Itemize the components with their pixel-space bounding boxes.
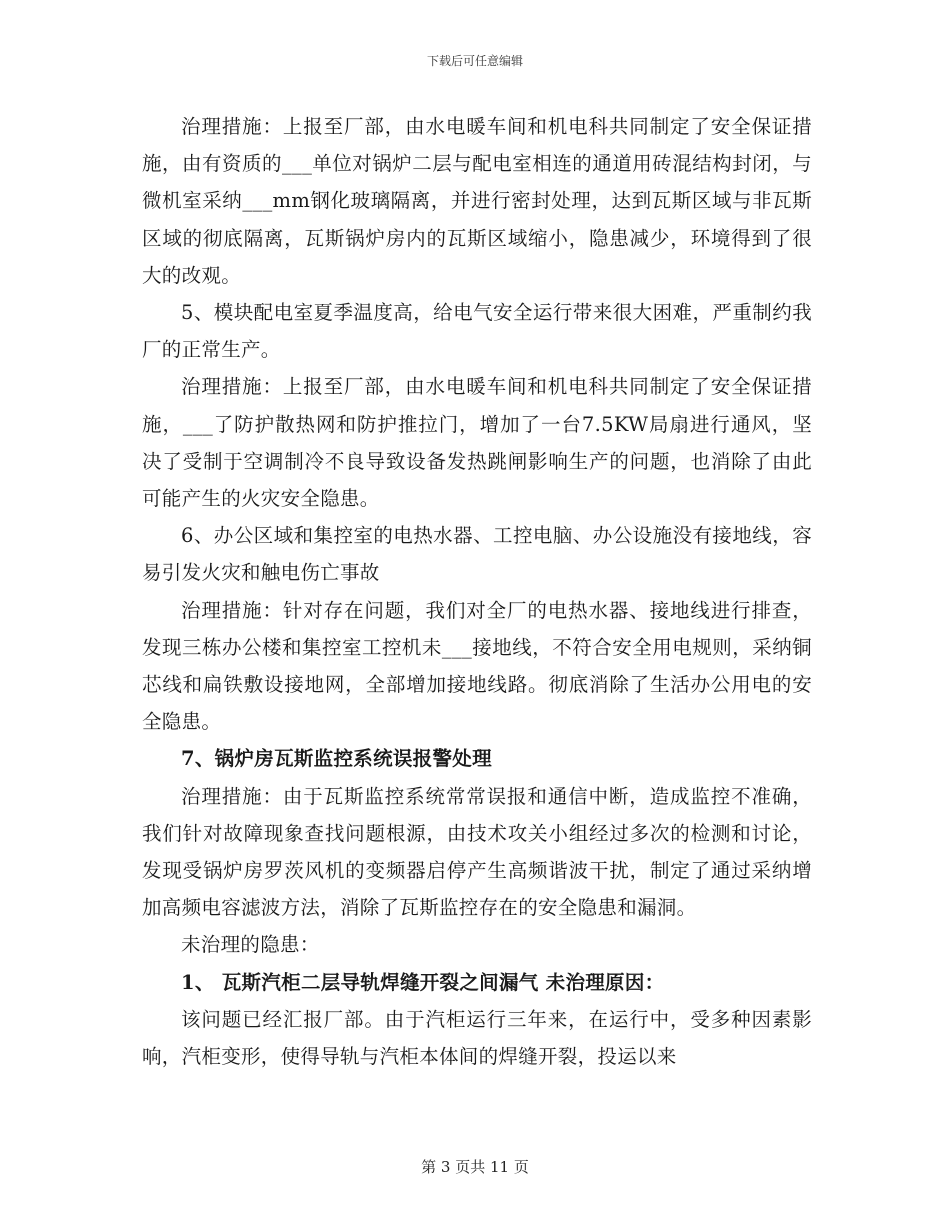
heading-untreated-item-1: 1、 瓦斯汽柜二层导轨焊缝开裂之间漏气 未治理原因： (181, 970, 665, 994)
page-footer: 第 3 页共 11 页 (421, 1158, 529, 1176)
paragraph-item-5: 5、模块配电室夏季温度高，给电气安全运行带来很大困难，严重制约我厂的正常生产。 (142, 301, 812, 362)
paragraph-measures-4: 治理措施：由于瓦斯监控系统常常误报和通信中断，造成监控不准确，我们针对故障现象查找问题根源，由技术攻关小组经过多次的检测和讨论，发现受锅炉房罗茨风机的变频器启停产生高频谐波干扰，制定了通过采纳增加高频电容滤波方法，消除了瓦斯监控存在的安全隐患和漏洞。 (142, 784, 812, 920)
heading-item-7: 7、锅炉房瓦斯监控系统误报警处理 (181, 747, 492, 771)
paragraph-untreated-title: 未治理的隐患： (181, 933, 320, 957)
document-body (142, 108, 812, 1075)
paragraph-measures-1: 治理措施：上报至厂部，由水电暖车间和机电科共同制定了安全保证措施，由有资质的___单位对锅炉二层与配电室相连的通道用砖混结构封闭，与微机室采纳___mm钢化玻璃隔离，并进行密封处理，达到瓦斯区域与非瓦斯区域的彻底隔离，瓦斯锅炉房内的瓦斯区域缩小，隐患减少，环境得到了很大的改观。 (142, 115, 812, 287)
paragraph-measures-2: 治理措施：上报至厂部，由水电暖车间和机电科共同制定了安全保证措施，___了防护散热网和防护推拉门，增加了一台7.5KW局扇进行通风，坚决了受制于空调制冷不良导致设备发热跳闸影响生产的问题，也消除了由此可能产生的火灾安全隐患。 (142, 375, 812, 511)
page-header: 下载后可任意编辑 (426, 54, 523, 68)
paragraph-item-6: 6、办公区域和集控室的电热水器、工控电脑、办公设施没有接地线，容易引发火灾和触电伤亡事故 (142, 524, 812, 585)
paragraph-measures-3: 治理措施：针对存在问题，我们对全厂的电热水器、接地线进行排查，发现三栋办公楼和集控室工控机未___接地线，不符合安全用电规则，采纳铜芯线和扁铁敷设接地网，全部增加接地线路。彻底消除了生活办公用电的安全隐患。 (142, 598, 812, 734)
paragraph-untreated-reason: 该问题已经汇报厂部。由于汽柜运行三年来，在运行中，受多种因素影响，汽柜变形，使得导轨与汽柜本体间的焊缝开裂，投运以来 (142, 1007, 812, 1069)
